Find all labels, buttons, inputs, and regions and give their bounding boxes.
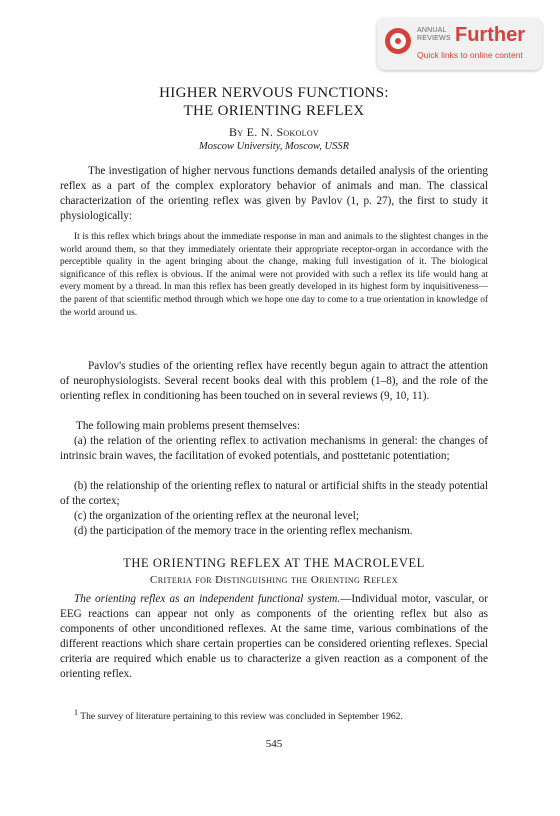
annual-reviews-further-badge[interactable] [377, 18, 542, 70]
affiliation-line: Moscow University, Moscow, USSR [199, 141, 349, 152]
section-heading: THE ORIENTING REFLEX AT THE MACROLEVEL [123, 556, 425, 570]
paragraph-independent-system [60, 592, 488, 682]
problem-item-d: (d) the participation of the memory trace in the orienting reflex mechanism. [74, 525, 413, 537]
badge-publisher-label [417, 27, 451, 43]
badge-further-word: Further [455, 24, 525, 46]
annual-reviews-logo-icon [385, 28, 411, 54]
badge-line-reviews: REVIEWS [417, 35, 451, 42]
intro-paragraph: The investigation of higher nervous functions demands detailed analysis of the orienting reflex as a part of the complex exploratory behavior of animals and man. The classical characterization of the orienting reflex was given by Pavlov (1, p. 27), the first to study it physiologically: [60, 165, 488, 222]
footnote-marker: 1 [74, 708, 78, 717]
title-line-2: THE ORIENTING REFLEX [183, 103, 365, 119]
pavlov-quote: It is this reflex which brings about the immediate response in man and animals to the slightest changes in the world around them, so that they immediately orientate their appropriate receptor-organ in accordance with the perceptible quality in the agent bringing about the change, making full investigation of it. The biological significance of this reflex is obvious. If the animal were not provided with such a reflex its life would hang at every moment by a thread. In man this reflex has been greatly developed in its highest form by inquisitiveness—the parent of that scientific method through which we hope one day to come to a true orientation in knowledge of the world around us. [60, 232, 488, 318]
badge-line-annual: ANNUAL [417, 27, 447, 34]
paragraph-independent-system-text: —Individual motor, vascular, or EEG reactions can appear not only as components of the orienting reflex but also as components of other unconditioned reflexes. At the same time, various combinations of the different reactions which share certain properties can be considered orienting reflexes. Special criteria are required which enable us to characterize a given reaction as a component of the orienting reflex. [60, 593, 489, 680]
title-line-1: HIGHER NERVOUS FUNCTIONS: [159, 85, 389, 101]
runin-heading: The orienting reflex as an independent functional system. [74, 593, 341, 605]
subsection-heading: Criteria for Distinguishing the Orienting Reflex [150, 574, 398, 586]
problem-item-b: (b) the relationship of the orienting reflex to natural or artificial shifts in the steady potential of the cortex; [60, 480, 488, 507]
badge-subtitle: Quick links to online content [417, 50, 523, 60]
paragraph-pavlov-studies: Pavlov's studies of the orienting reflex have recently begun again to attract the attention of neurophysiologists. Several recent books deal with this problem (1–8), and the role of the orienting reflex in conditioning has been touched on in several reviews (9, 10, 11). [60, 360, 488, 402]
footnote [60, 706, 488, 723]
problem-item-c: (c) the organization of the orienting reflex at the neuronal level; [74, 510, 359, 522]
problem-item-a: (a) the relation of the orienting reflex to activation mechanisms in general: the changes of intrinsic brain waves, the facilitation of evoked potentials, and posttetanic potentiation; [60, 435, 488, 462]
article-title [60, 84, 488, 120]
author-line: By E. N. Sokolov [228, 125, 320, 139]
page-number: 545 [265, 738, 283, 750]
paragraph-problems-intro: The following main problems present themselves: [76, 420, 301, 432]
footnote-text: The survey of literature pertaining to this review was concluded in September 1962. [78, 711, 403, 723]
